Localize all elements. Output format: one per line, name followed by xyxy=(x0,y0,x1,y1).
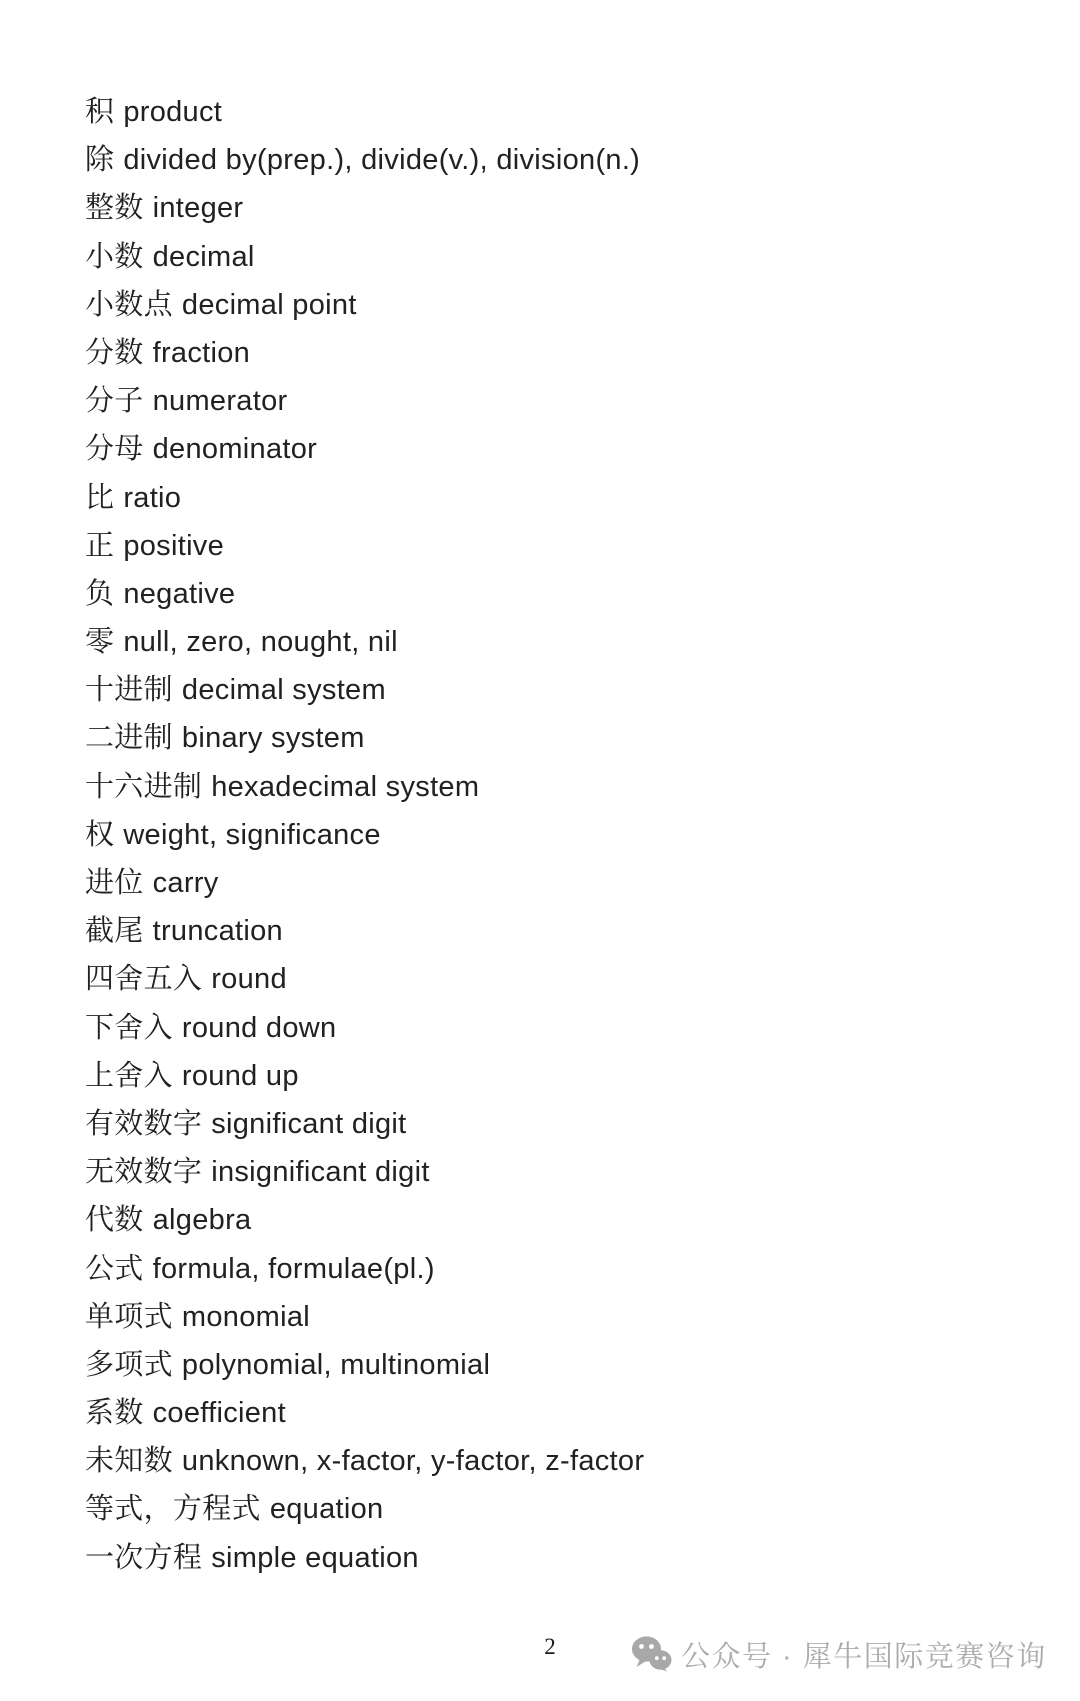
vocab-term-english: equation xyxy=(269,1493,384,1526)
vocab-term-chinese: 权 xyxy=(85,818,115,851)
vocab-entry xyxy=(85,1148,644,1196)
vocab-term-english: decimal xyxy=(152,240,255,273)
vocab-term-english: coefficient xyxy=(152,1397,286,1430)
vocab-term-english: decimal point xyxy=(181,288,357,321)
vocab-term-english: ratio xyxy=(123,481,182,514)
vocab-term-english: decimal system xyxy=(181,674,386,707)
vocab-entry xyxy=(85,1100,644,1148)
vocab-term-chinese: 十进制 xyxy=(85,674,173,707)
vocab-entry xyxy=(85,618,644,666)
vocab-term-chinese: 分子 xyxy=(85,385,144,418)
vocabulary-list xyxy=(85,88,644,1582)
vocab-term-english: simple equation xyxy=(211,1541,419,1574)
vocab-term-english: algebra xyxy=(152,1204,252,1237)
vocab-term-english: weight, significance xyxy=(123,818,381,851)
vocab-entry xyxy=(85,1293,644,1341)
vocab-entry xyxy=(85,1052,644,1100)
vocab-term-chinese: 未知数 xyxy=(85,1445,173,1478)
vocab-entry xyxy=(85,281,644,329)
vocab-term-chinese: 等式，方程式 xyxy=(85,1493,261,1526)
wechat-watermark xyxy=(631,1628,1047,1680)
vocab-entry xyxy=(85,666,644,714)
vocab-term-chinese: 二进制 xyxy=(85,722,173,755)
vocab-term-english: round xyxy=(211,963,287,996)
vocab-term-english: round down xyxy=(181,1011,337,1044)
vocab-term-chinese: 有效数字 xyxy=(85,1107,203,1140)
vocab-term-english: denominator xyxy=(152,433,318,466)
vocab-entry xyxy=(85,474,644,522)
vocab-entry xyxy=(85,184,644,232)
vocab-term-chinese: 公式 xyxy=(85,1252,144,1285)
vocab-entry xyxy=(85,1437,644,1485)
vocab-entry xyxy=(85,907,644,955)
vocab-entry xyxy=(85,811,644,859)
vocab-entry xyxy=(85,570,644,618)
vocab-entry xyxy=(85,1196,644,1244)
vocab-entry xyxy=(85,763,644,811)
vocab-term-chinese: 分数 xyxy=(85,336,144,369)
vocab-term-chinese: 系数 xyxy=(85,1397,144,1430)
vocab-term-chinese: 整数 xyxy=(85,192,144,225)
vocab-term-english: fraction xyxy=(152,336,251,369)
vocab-term-english: monomial xyxy=(181,1300,311,1333)
vocab-entry xyxy=(85,1341,644,1389)
vocab-entry xyxy=(85,859,644,907)
vocab-term-chinese: 代数 xyxy=(85,1204,144,1237)
vocab-term-chinese: 十六进制 xyxy=(85,770,203,803)
vocab-term-english: unknown, x-factor, y-factor, z-factor xyxy=(181,1445,645,1478)
vocab-term-english: negative xyxy=(123,577,236,610)
vocab-entry xyxy=(85,1004,644,1052)
vocab-term-chinese: 截尾 xyxy=(85,915,144,948)
page-footer xyxy=(0,1628,1080,1680)
vocab-term-english: divided by(prep.), divide(v.), division(n.) xyxy=(123,144,641,177)
vocab-term-english: null, zero, nought, nil xyxy=(123,626,398,659)
vocab-term-english: numerator xyxy=(152,385,288,418)
vocab-entry xyxy=(85,955,644,1003)
vocab-entry xyxy=(85,377,644,425)
vocab-entry xyxy=(85,136,644,184)
vocab-entry xyxy=(85,1534,644,1582)
vocab-term-chinese: 除 xyxy=(85,144,115,177)
vocab-entry xyxy=(85,1245,644,1293)
vocab-term-english: significant digit xyxy=(211,1107,407,1140)
vocab-entry xyxy=(85,714,644,762)
page-number: 2 xyxy=(544,1634,556,1659)
vocab-term-chinese: 多项式 xyxy=(85,1348,173,1381)
vocab-term-english: binary system xyxy=(181,722,365,755)
vocab-term-english: formula, formulae(pl.) xyxy=(152,1252,435,1285)
vocab-term-chinese: 下舍入 xyxy=(85,1011,173,1044)
vocab-entry xyxy=(85,522,644,570)
vocab-term-english: integer xyxy=(152,192,244,225)
vocab-term-chinese: 比 xyxy=(85,481,115,514)
vocab-entry xyxy=(85,1389,644,1437)
vocab-term-chinese: 小数点 xyxy=(85,288,173,321)
vocab-term-english: product xyxy=(123,96,223,128)
vocab-term-chinese: 负 xyxy=(85,577,115,610)
vocab-entry xyxy=(85,1485,644,1533)
vocab-term-english: carry xyxy=(152,867,219,899)
vocab-term-english: polynomial, multinomial xyxy=(181,1348,491,1381)
vocab-term-chinese: 分母 xyxy=(85,433,144,466)
vocab-term-chinese: 上舍入 xyxy=(85,1059,173,1092)
vocab-term-chinese: 小数 xyxy=(85,240,144,273)
vocab-term-chinese: 零 xyxy=(85,626,115,659)
vocab-entry xyxy=(85,88,644,136)
vocab-entry xyxy=(85,425,644,473)
vocab-term-chinese: 进位 xyxy=(85,867,144,899)
vocab-entry xyxy=(85,233,644,281)
vocab-term-chinese: 四舍五入 xyxy=(85,963,203,996)
vocab-term-english: insignificant digit xyxy=(211,1156,430,1189)
vocab-term-chinese: 积 xyxy=(85,96,115,128)
vocab-term-english: hexadecimal system xyxy=(211,770,480,803)
wechat-icon xyxy=(631,1636,672,1672)
vocab-term-chinese: 无效数字 xyxy=(85,1156,203,1189)
vocab-term-english: round up xyxy=(181,1059,299,1092)
vocab-term-chinese: 单项式 xyxy=(85,1300,173,1333)
watermark-text: 公众号 · 犀牛国际竞赛咨询 xyxy=(681,1640,1047,1673)
vocab-entry xyxy=(85,329,644,377)
vocab-term-chinese: 正 xyxy=(85,529,115,562)
vocab-term-english: positive xyxy=(123,529,225,562)
vocab-term-english: truncation xyxy=(152,915,283,948)
vocab-term-chinese: 一次方程 xyxy=(85,1541,203,1574)
